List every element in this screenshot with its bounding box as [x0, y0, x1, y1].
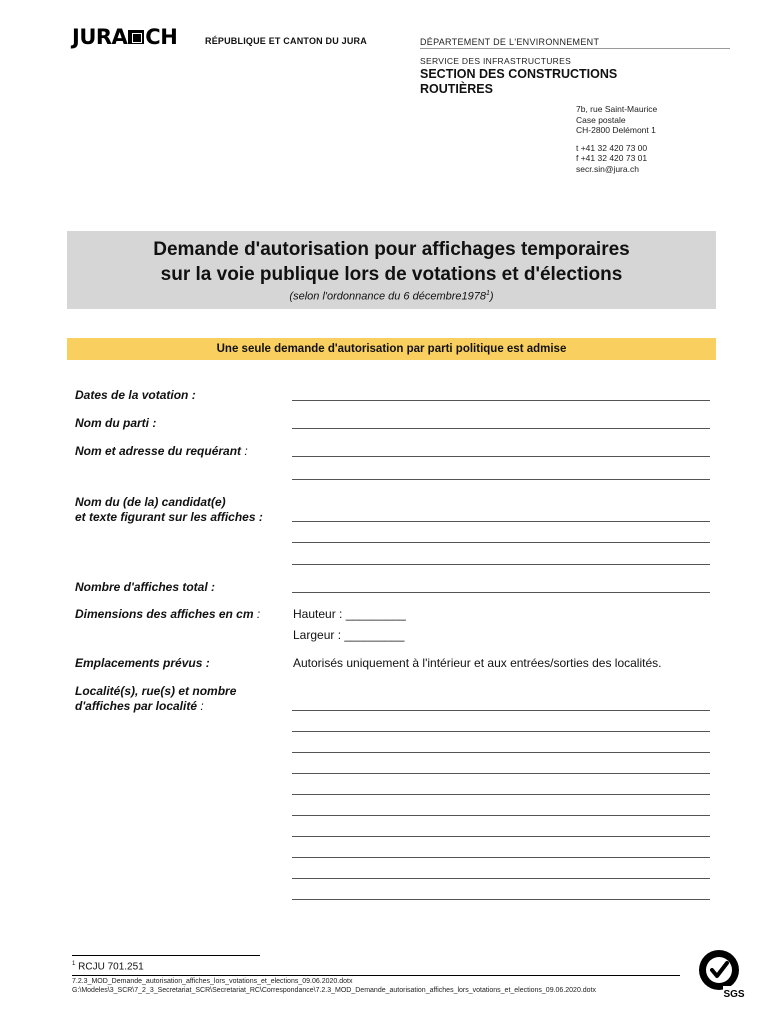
jura-emblem-icon	[128, 30, 144, 44]
width-field[interactable]: Largeur : _________	[293, 628, 405, 642]
places-field-1[interactable]	[292, 710, 710, 711]
places-field-3[interactable]	[292, 752, 710, 753]
candidate-field-2[interactable]	[292, 542, 710, 543]
footnote-divider	[72, 955, 260, 956]
jura-logo: JURA CH	[72, 25, 178, 49]
section-name: SECTION DES CONSTRUCTIONS ROUTIÈRES	[420, 67, 618, 96]
sgs-certification-icon	[693, 948, 745, 1000]
locations-label: Emplacements prévus :	[75, 656, 210, 670]
department-name: DÉPARTEMENT DE L'ENVIRONNEMENT	[420, 37, 600, 47]
applicant-field-2[interactable]	[292, 479, 710, 480]
party-field[interactable]	[292, 428, 710, 429]
document-title-box	[67, 231, 716, 309]
places-field-9[interactable]	[292, 878, 710, 879]
applicant-field[interactable]	[292, 456, 710, 457]
total-field[interactable]	[292, 592, 710, 593]
document-subtitle: (selon l'ordonnance du 6 décembre1978$^1$)	[289, 290, 494, 303]
places-field-10[interactable]	[292, 899, 710, 900]
notice-banner: Une seule demande d'autorisation par parti politique est admise	[67, 338, 716, 360]
email: secr.sin@jura.ch	[576, 163, 639, 174]
places-field-7[interactable]	[292, 836, 710, 837]
header-divider	[420, 48, 730, 49]
fax: f +41 32 420 73 01	[576, 153, 648, 163]
dimensions-label: Dimensions des affiches en cm :	[75, 607, 261, 621]
document-title: Demande d'autorisation pour affichages temporaires sur la voie publique lors de votations et d'élections	[153, 239, 630, 285]
places-field-2[interactable]	[292, 731, 710, 732]
service-name: SERVICE DES INFRASTRUCTURES	[420, 56, 572, 66]
locations-text: Autorisés uniquement à l'intérieur et aux entrées/sorties des localités.	[293, 656, 662, 670]
party-label: Nom du parti :	[75, 416, 157, 430]
candidate-field[interactable]	[292, 521, 710, 522]
places-field-5[interactable]	[292, 794, 710, 795]
sgs-label: SGS	[723, 989, 745, 1000]
footnote: $^1$ RCJU 701.251	[72, 961, 144, 973]
phone: t +41 32 420 73 00	[576, 142, 648, 153]
total-label: Nombre d'affiches total :	[75, 580, 215, 594]
places-field-6[interactable]	[292, 815, 710, 816]
places-label: Localité(s), rue(s) et nombre d'affiches par localité :	[75, 684, 237, 713]
file-name: 7.2.3_MOD_Demande_autorisation_affiches_lors_votations_et_elections_09.06.2020.dotx	[72, 978, 353, 985]
dates-field[interactable]	[292, 400, 710, 401]
places-field-4[interactable]	[292, 773, 710, 774]
candidate-field-3[interactable]	[292, 564, 710, 565]
applicant-label: Nom et adresse du requérant :	[75, 444, 248, 458]
footer-divider	[72, 975, 680, 976]
candidate-label: Nom du (de la) candidat(e) et texte figurant sur les affiches :	[75, 495, 263, 524]
dates-label: Dates de la votation :	[75, 388, 196, 402]
file-path: G:\Modeles\3_SCR\7_2_3_Secretariat_SCR\Secretariat_RC\Correspondance\7.2.3_MOD_Demande_autorisation_affiches_lors_votations_et_elections_09.06.2020.dotx	[72, 987, 597, 994]
places-field-8[interactable]	[292, 857, 710, 858]
contact-address: 7b, rue Saint-Maurice Case postale CH-2800 Delémont 1 t +41 32 420 73 00 f +41 32 420 73 01 secr.sin@jura.ch	[576, 104, 658, 174]
canton-name: RÉPUBLIQUE ET CANTON DU JURA	[205, 36, 367, 46]
height-field[interactable]: Hauteur : _________	[293, 607, 406, 621]
